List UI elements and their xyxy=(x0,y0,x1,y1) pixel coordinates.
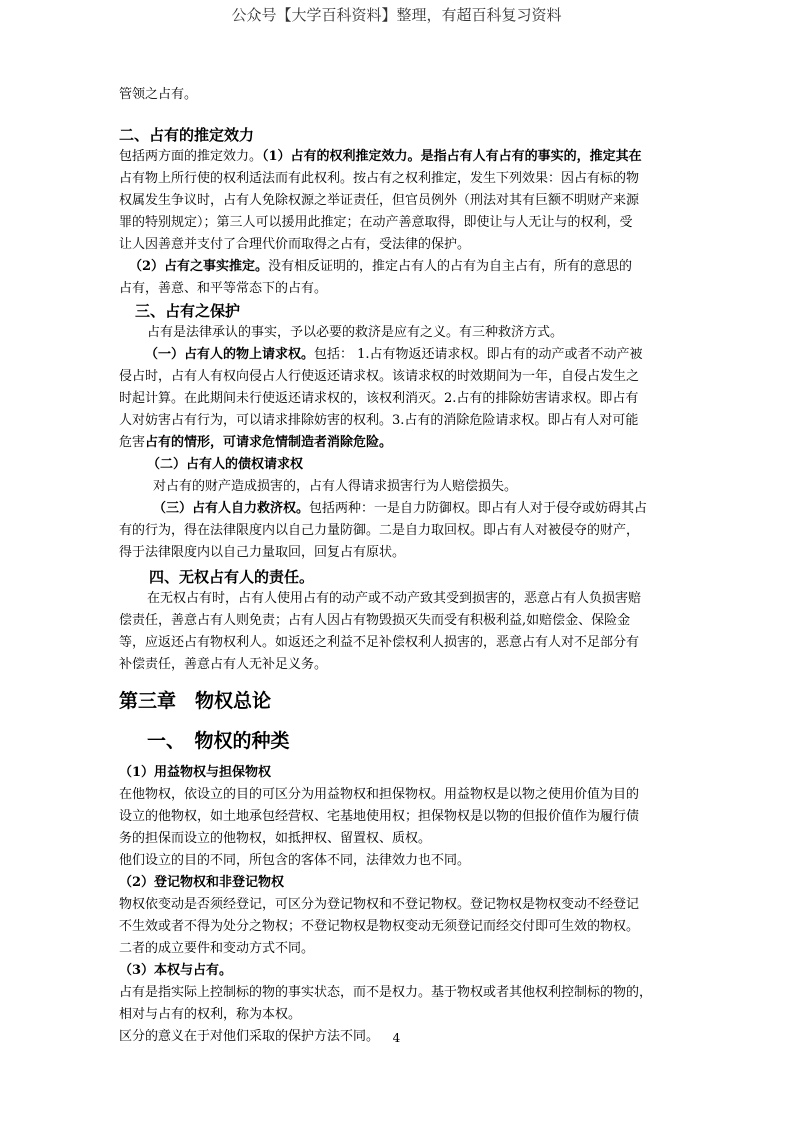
paragraph-line: 在他物权，依设立的目的可区分为用益物权和担保物权。用益物权是以物之使用价值为目的 xyxy=(119,787,640,802)
heading-liability: 四、无权占有人的责任。 xyxy=(149,568,315,586)
paragraph-line: 占有是法律承认的事实，予以必要的救济是应有之义。有三种救济方式。 xyxy=(147,325,564,340)
text-line: 管领之占有。 xyxy=(119,87,198,102)
paragraph-line: 有的行为，得在法律限度内以自己力量防御。二是自力取回权。即占有人对被侵夺的财产， xyxy=(119,523,640,538)
paragraph-line: 对占有的财产造成损害的，占有人得请求损害行为人赔偿损失。 xyxy=(153,479,518,494)
paragraph-line: 包括两方面的推定效力。（1）占有的权利推定效力。是指占有人有占有的事实的，推定其在 xyxy=(119,149,642,164)
subheading-possession: （3）本权与占有。 xyxy=(119,963,233,978)
paragraph-line: 设立的他物权，如土地承包经营权、宅基地使用权；担保物权是以物的但报价值作为履行债 xyxy=(119,809,640,824)
paragraph-line: 得于法律限度内以自己力量取回，回复占有原状。 xyxy=(119,545,406,560)
paragraph-line: 在无权占有时，占有人使用占有的动产或不动产致其受到损害的，恶意占有人负损害赔 xyxy=(147,591,642,606)
paragraph-line: 相对与占有的权利，称为本权。 xyxy=(119,1007,302,1022)
paragraph-line: 补偿责任，善意占有人无补足义务。 xyxy=(119,657,328,672)
paragraph-line: 侵占时，占有人有权向侵占人行使返还请求权。该请求权的时效期间为一年，自侵占发生之 xyxy=(119,369,640,384)
paragraph-line: 区分的意义在于对他们采取的保护方法不同。 xyxy=(119,1029,380,1044)
paragraph-line: 占有是指实际上控制标的物的事实状态，而不是权力。基于物权或者其他权利控制标的物的， xyxy=(119,985,653,1000)
paragraph-line: （2）占有之事实推定。没有相反证明的，推定占有人的占有为自主占有，所有的意思的 xyxy=(129,259,633,274)
page-header: 公众号【大学百科资料】整理，有超百科复习资料 xyxy=(231,6,562,24)
chapter-title: 第三章 物权总论 xyxy=(119,690,272,712)
paragraph-line: 二者的成立要件和变动方式不同。 xyxy=(119,941,315,956)
paragraph-line: （三）占有人自力救济权。包括两种：一是自力防御权。即占有人对于侵夺或妨碍其占 xyxy=(153,501,648,516)
paragraph-line: 偿责任，善意占有人则免责；占有人因占有物毁损灭失而受有积极利益,如赔偿金、保险金 xyxy=(119,613,631,628)
subheading-creditor-claim: （二）占有人的债权请求权 xyxy=(147,457,304,472)
heading-protection: 三、占有之保护 xyxy=(135,302,241,320)
paragraph-line: 他们设立的目的不同，所包含的客体不同，法律效力也不同。 xyxy=(119,853,471,868)
paragraph-line: 物权依变动是否须经登记，可区分为登记物权和不登记物权。登记物权是物权变动不经登记 xyxy=(119,897,640,912)
paragraph-line: 等，应返还占有物权利人。如返还之利益不足补偿权利人损害的，恶意占有人对不足部分有 xyxy=(119,635,640,650)
paragraph-line: 罪的特别规定）；第三人可以援用此推定；在动产善意取得，即使让与人无让与的权利，受 xyxy=(119,215,633,230)
paragraph-line: 让人因善意并支付了合理代价而取得之占有，受法律的保护。 xyxy=(119,237,471,252)
paragraph-line: 不生效或者不得为处分之物权；不登记物权是物权变动无须登记而经交付即可生效的物权。 xyxy=(119,919,640,934)
page-content xyxy=(119,84,675,1048)
section-title: 一、 物权的种类 xyxy=(147,730,290,752)
page-number: 4 xyxy=(392,1031,401,1045)
subheading-usufruct: （1）用益物权与担保物权 xyxy=(119,765,272,780)
paragraph-line: 时起计算。在此期间未行使返还请求权的，该权利消灭。2.占有的排除妨害请求权。即占有 xyxy=(119,391,639,406)
paragraph-line: 危害占有的情形，可请求危情制造者消除危险。 xyxy=(119,435,393,450)
paragraph-line: 人对妨害占有行为，可以请求排除妨害的权利。3.占有的消除危险请求权。即占有人对可能 xyxy=(119,413,639,428)
paragraph-line: 权属发生争议时，占有人免除权源之举证责任，但官员例外（刑法对其有巨额不明财产来源 xyxy=(119,193,640,208)
heading-presumption: 二、占有的推定效力 xyxy=(119,126,255,144)
paragraph-line: （一）占有人的物上请求权。包括： 1.占有物返还请求权。即占有的动产或者不动产被 xyxy=(145,347,643,362)
paragraph-line: 占有物上所行使的权利适法而有此权利。按占有之权利推定，发生下列效果：因占有标的物 xyxy=(119,171,640,186)
subheading-registration: （2）登记物权和非登记物权 xyxy=(119,875,285,890)
paragraph-line: 务的担保而设立的他物权，如抵押权、留置权、质权。 xyxy=(119,831,432,846)
paragraph-line: 占有，善意、和平等常态下的占有。 xyxy=(119,281,328,296)
